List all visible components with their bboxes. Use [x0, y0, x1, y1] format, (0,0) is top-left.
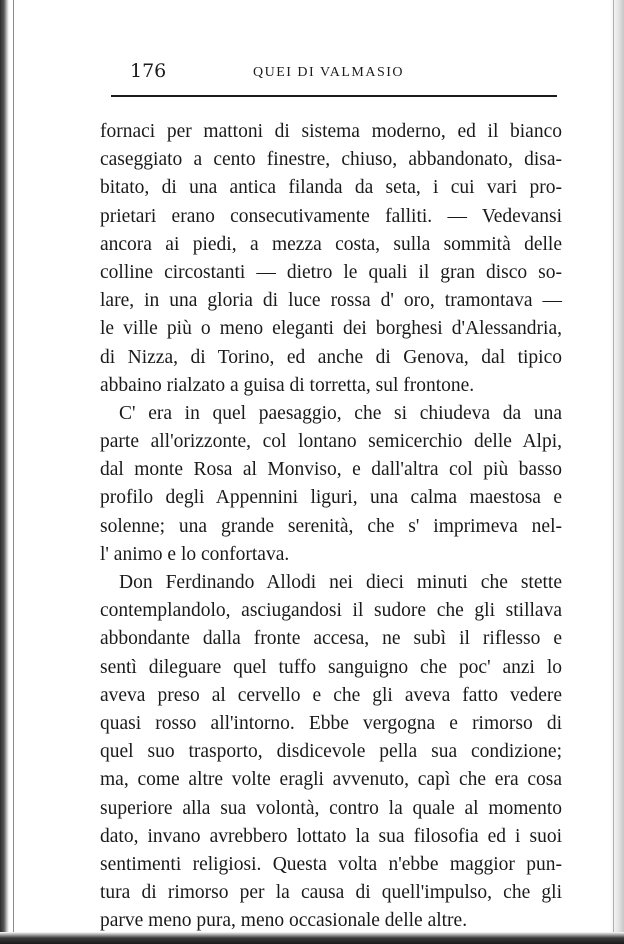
text-line: quasi rosso all'intorno. Ebbe vergogna e rimorso di	[100, 712, 562, 734]
text-line: dato, invano avrebbero lottato la sua filosofia ed i suoi	[100, 825, 562, 847]
text-line: superiore alla sua volontà, contro la quale al momento	[100, 797, 562, 819]
paragraph-3	[100, 569, 562, 935]
page-binding-line	[13, 0, 14, 944]
text-line: ma, come altre volte eragli avvenuto, capì che era cosa	[100, 769, 562, 791]
text-line: C' era in quel paesaggio, che si chiudeva da una	[119, 402, 562, 424]
text-line: di Nizza, di Torino, ed anche di Genova, dal tipico	[100, 346, 562, 368]
body-text	[100, 118, 562, 935]
text-line: fornaci per mattoni di sistema moderno, ed il bianco	[100, 121, 562, 142]
text-line: caseggiato a cento finestre, chiuso, abbandonato, disa-	[100, 149, 562, 171]
text-line: Don Ferdinando Allodi nei dieci minuti che stette	[119, 572, 562, 593]
page-binding-shadow	[0, 0, 9, 944]
text-line: lare, in una gloria di luce rossa d' oro, tramontava —	[100, 290, 562, 312]
text-line: aveva preso al cervello e che gli aveva fatto vedere	[100, 684, 562, 706]
text-line: abbondante dalla fronte accesa, ne subì il riflesso e	[100, 628, 562, 650]
running-title: QUEI DI VALMASIO	[253, 65, 405, 80]
page-right-edge-line	[613, 0, 614, 944]
text-line: sentì dileguare quel tuffo sanguigno che poc' anzi lo	[100, 656, 562, 678]
text-line: parte all'orizzonte, col lontano semicerchio delle Alpi,	[100, 431, 562, 453]
text-line: le ville più o meno eleganti dei borghesi d'Alessandria,	[100, 318, 562, 340]
text-line: solenne; una grande serenità, che s' imprimeva nel-	[100, 515, 562, 537]
text-line: colline circostanti — dietro le quali il gran disco so-	[100, 261, 562, 283]
text-line: bitato, di una antica filanda da seta, i cui vari pro-	[100, 177, 562, 199]
page-header	[100, 60, 562, 100]
text-line: dal monte Rosa al Monviso, e dall'altra col più basso	[100, 459, 562, 481]
text-line: abbaino rialzato a guisa di torretta, sul frontone.	[100, 374, 475, 396]
paragraph-1	[100, 118, 562, 400]
text-line: contemplandolo, asciugandosi il sudore che gli stillava	[100, 600, 562, 622]
text-line: l' animo e lo confortava.	[100, 543, 290, 565]
text-line: prietari erano consecutivamente falliti. — Vedevansi	[100, 205, 562, 227]
text-line: tura di rimorso per la causa di quell'impulso, che gli	[100, 882, 562, 904]
header-rule	[111, 95, 557, 97]
text-line: profilo degli Appennini liguri, una calma maestosa e	[100, 487, 562, 509]
paragraph-2	[100, 400, 562, 569]
text-line: ancora ai piedi, a mezza costa, sulla sommità delle	[100, 233, 562, 255]
text-line: quel suo trasporto, disdicevole pella sua condizione;	[100, 741, 562, 763]
page-number: 176	[130, 60, 167, 82]
text-line: parve meno pura, meno occasionale delle altre.	[100, 910, 468, 932]
text-line: sentimenti religiosi. Questa volta n'ebbe maggior pun-	[100, 853, 562, 875]
